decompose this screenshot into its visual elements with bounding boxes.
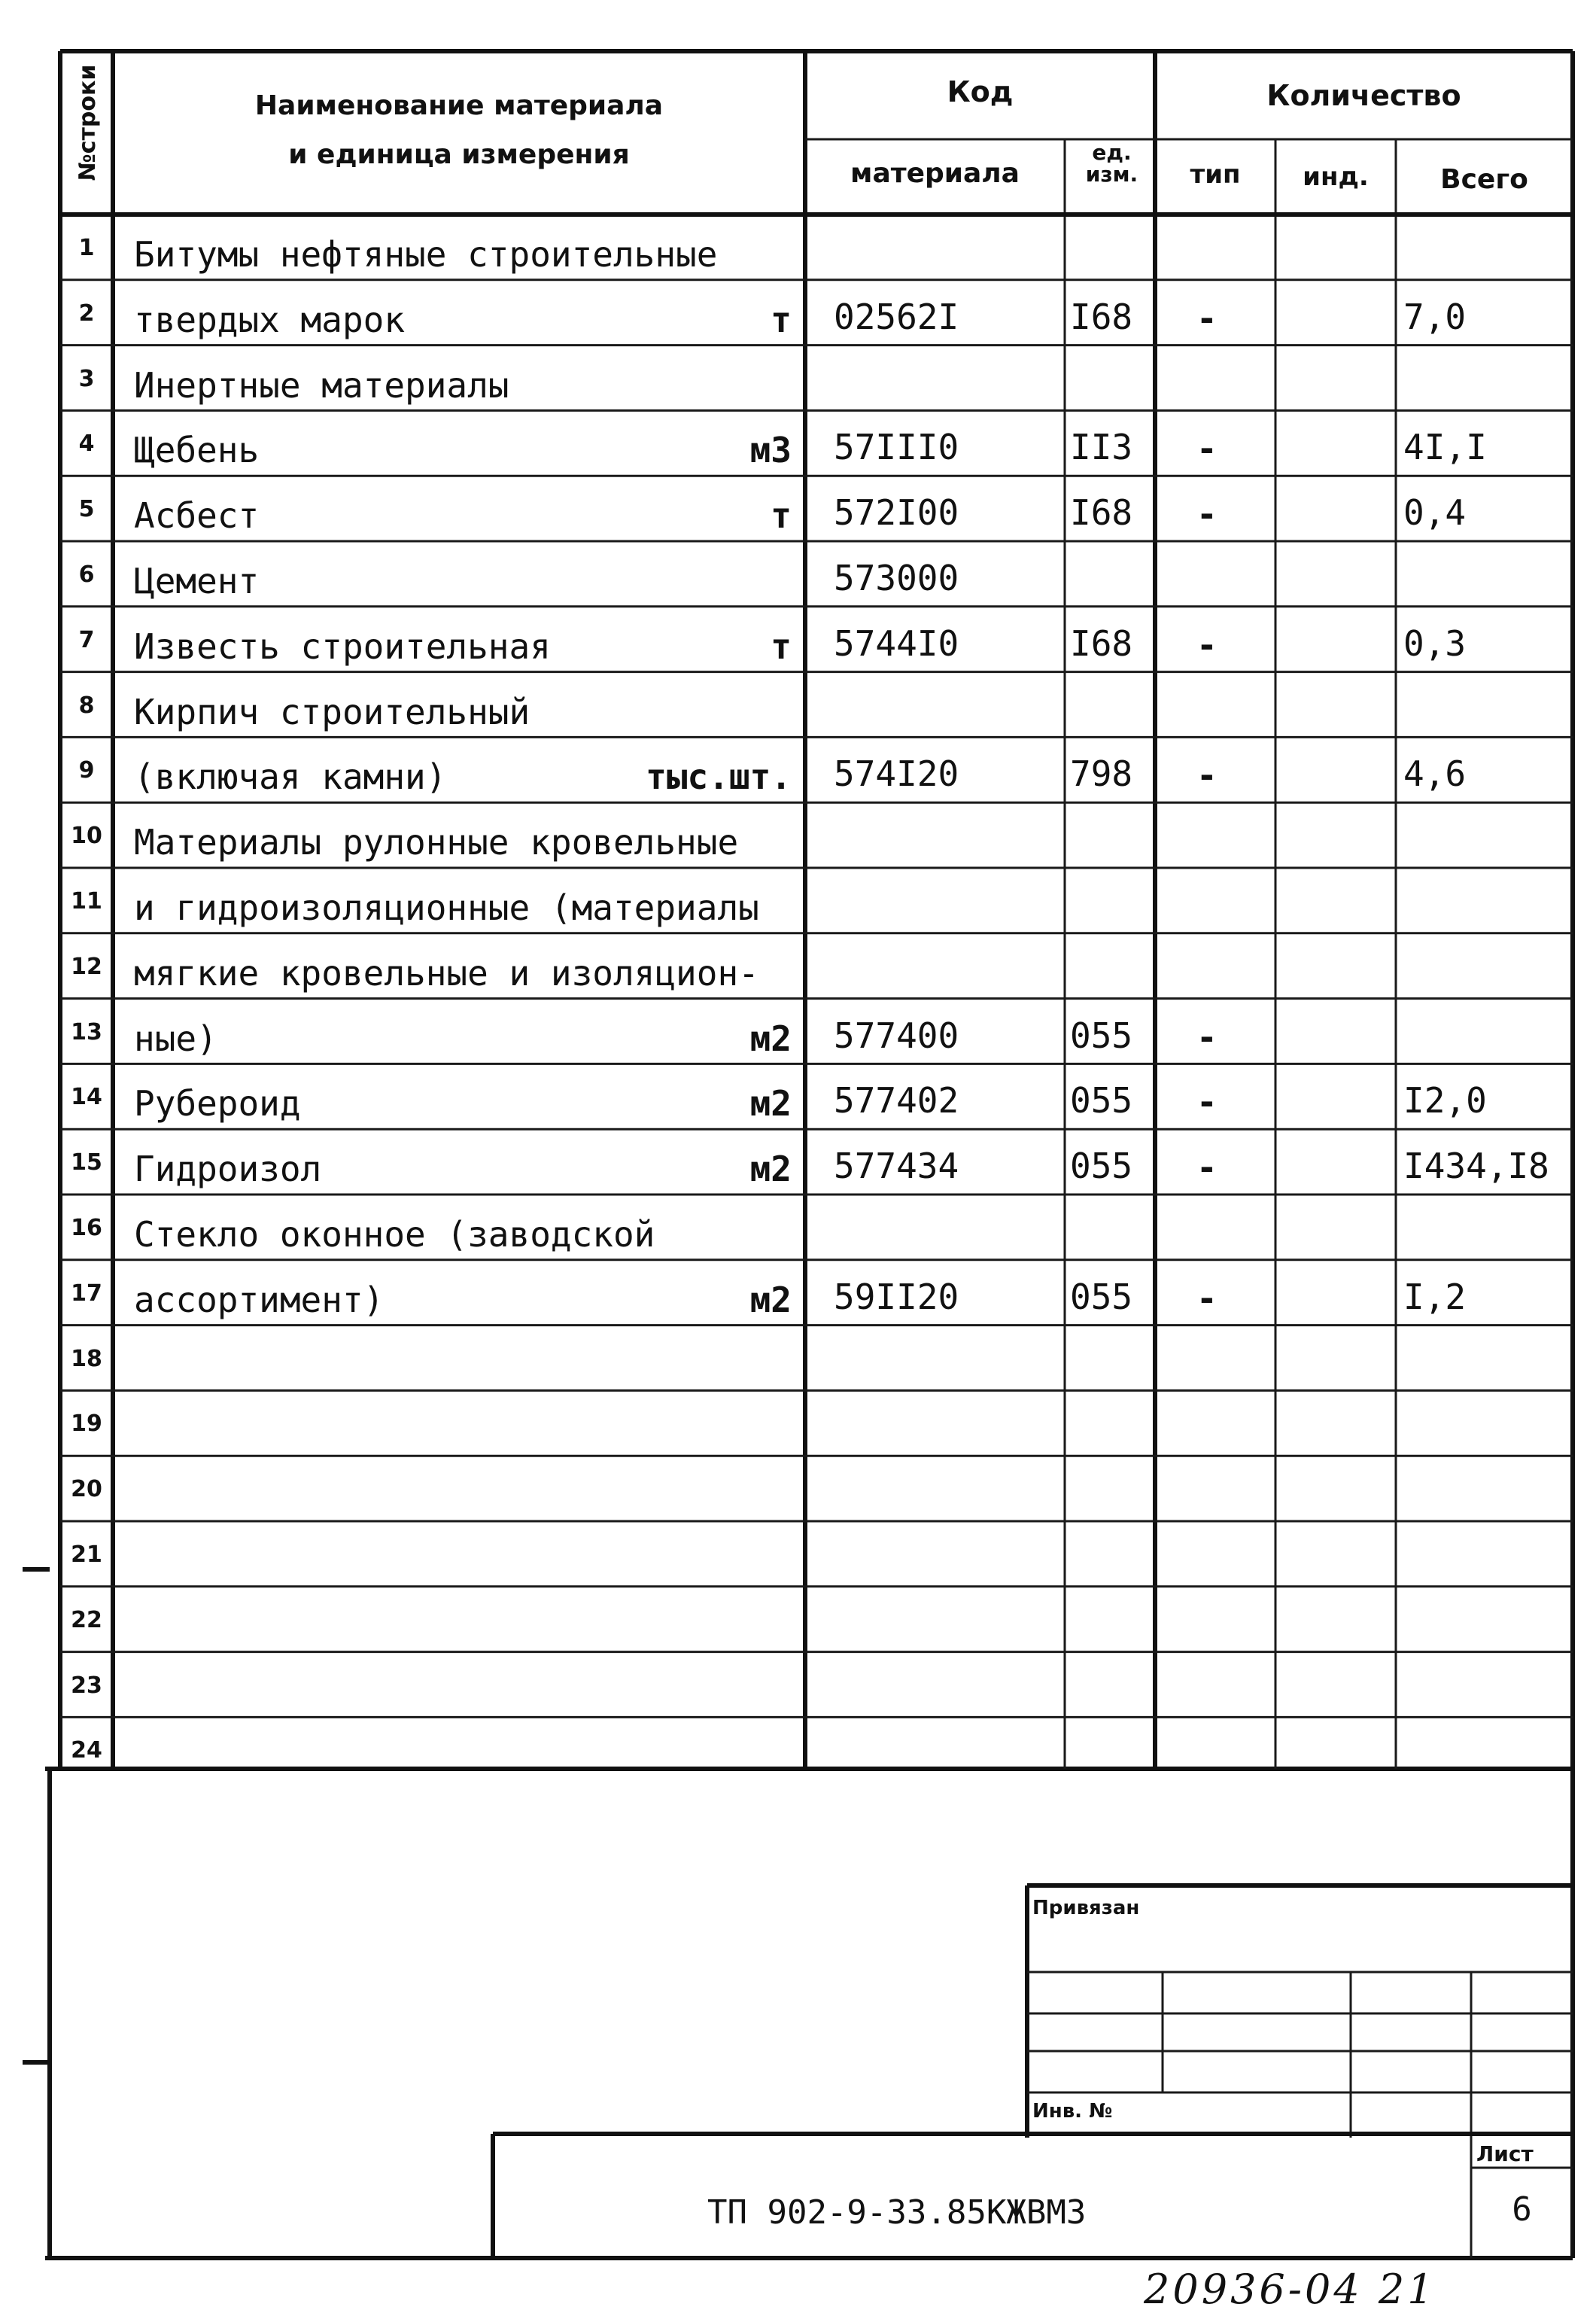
row-number-cell: 2 (78, 300, 95, 327)
header-name-line2: и единица измерения (288, 139, 630, 170)
row-number-cell: 7 (78, 626, 95, 653)
row-number-cell: 16 (71, 1215, 102, 1241)
material-name-cell: Инертные материалы (134, 364, 509, 406)
unit-code-cell: I68 (1070, 492, 1133, 534)
unit-cell: т (771, 625, 792, 667)
unit-code-cell: 055 (1070, 1015, 1133, 1056)
handwritten-archive-number: 20936-04 21 (1144, 2266, 1436, 2313)
row-number-cell: 9 (78, 757, 95, 784)
material-name-cell: Рубероид (134, 1083, 301, 1125)
row-number-cell: 1 (78, 235, 95, 261)
unit-code-cell: I68 (1070, 296, 1133, 337)
material-name-cell: Битумы нефтяные строительные (134, 234, 718, 275)
material-name-cell: Цемент (134, 561, 260, 601)
header-qty-total: Всего (1440, 164, 1528, 195)
unit-cell: т (771, 299, 792, 340)
material-code-cell: 02562I (834, 296, 959, 337)
unit-code-cell: I68 (1070, 622, 1133, 664)
header-qty-group: Количество (1266, 79, 1461, 112)
header-code-material: материала (850, 158, 1020, 189)
total-qty-cell: I,2 (1403, 1276, 1467, 1317)
header-code-group: Код (947, 75, 1014, 108)
unit-code-cell: 055 (1070, 1276, 1133, 1317)
type-qty-cell: - (1196, 1082, 1218, 1123)
material-name-cell: Стекло оконное (заводской (134, 1214, 655, 1255)
material-name-cell: ассортимент) (134, 1279, 385, 1320)
row-number-cell: 5 (78, 496, 95, 523)
total-qty-cell: 4,6 (1403, 753, 1467, 795)
row-number-cell: 21 (71, 1541, 102, 1568)
header-qty-type: тип (1190, 160, 1241, 190)
material-code-cell: 574I20 (834, 753, 959, 795)
material-code-cell: 572I00 (834, 492, 959, 534)
header-qty-ind: инд. (1303, 162, 1369, 192)
type-qty-cell: - (1196, 297, 1218, 339)
total-qty-cell: 0,3 (1403, 622, 1467, 664)
unit-code-cell: II3 (1070, 427, 1133, 468)
unit-cell: м2 (749, 1149, 792, 1190)
total-qty-cell: I434,I8 (1403, 1146, 1549, 1187)
total-qty-cell: 4I,I (1403, 427, 1487, 468)
unit-cell: м2 (749, 1279, 792, 1320)
material-code-cell: 577400 (834, 1015, 959, 1056)
header-name-line1: Наименование материала (254, 90, 664, 121)
material-name-cell: Щебень (134, 430, 260, 471)
row-number-cell: 12 (71, 953, 102, 980)
type-qty-cell: - (1196, 1147, 1218, 1188)
material-name-cell: мягкие кровельные и изоляцион- (134, 952, 759, 994)
row-number-cell: 4 (78, 431, 95, 458)
unit-cell: т (771, 495, 792, 537)
material-name-cell: Асбест (134, 495, 260, 537)
unit-code-cell: 055 (1070, 1146, 1133, 1187)
type-qty-cell: - (1196, 494, 1218, 535)
material-code-cell: 577434 (834, 1146, 959, 1187)
material-name-cell: Материалы рулонные кровельные (134, 822, 739, 863)
row-number-cell: 19 (71, 1411, 102, 1438)
material-code-cell: 5744I0 (834, 622, 959, 664)
unit-cell: м3 (749, 430, 792, 471)
type-qty-cell: - (1196, 624, 1218, 665)
type-qty-cell: - (1196, 428, 1218, 470)
row-number-cell: 13 (71, 1018, 102, 1045)
material-name-cell: Известь строительная (134, 625, 551, 667)
total-qty-cell: 0,4 (1403, 492, 1467, 534)
row-number-cell: 23 (71, 1672, 102, 1699)
unit-code-cell: 055 (1070, 1080, 1133, 1122)
row-number-cell: 6 (78, 562, 95, 588)
row-number-cell: 18 (71, 1345, 102, 1372)
type-qty-cell: - (1196, 755, 1218, 796)
type-qty-cell: - (1196, 1016, 1218, 1058)
material-code-cell: 59II20 (834, 1276, 959, 1317)
row-number-cell: 15 (71, 1149, 102, 1176)
stamp-sheet-number: 6 (1512, 2190, 1532, 2229)
stamp-bound-label: Привязан (1032, 1897, 1140, 1919)
total-qty-cell: I2,0 (1403, 1080, 1487, 1122)
header-code-unit: ед. изм. (1085, 140, 1138, 187)
header-row-number: №строки (74, 64, 101, 181)
material-name-cell: и гидроизоляционные (материалы (134, 887, 759, 928)
stamp-sheet-label: Лист (1476, 2141, 1534, 2166)
row-number-cell: 22 (71, 1606, 102, 1633)
row-number-cell: 8 (78, 692, 95, 719)
row-number-cell: 17 (71, 1280, 102, 1307)
material-name-cell: твердых марок (134, 299, 406, 340)
material-name-cell: Кирпич строительный (134, 691, 530, 732)
unit-cell: м2 (749, 1018, 792, 1059)
type-qty-cell: - (1196, 1277, 1218, 1319)
row-number-cell: 24 (71, 1737, 102, 1764)
material-code-cell: 57III0 (834, 427, 959, 468)
unit-cell: тыс.шт. (646, 756, 792, 798)
row-number-cell: 14 (71, 1084, 102, 1111)
material-code-cell: 577402 (834, 1080, 959, 1122)
material-name-cell: ные) (134, 1018, 217, 1059)
row-number-cell: 20 (71, 1476, 102, 1503)
material-code-cell: 573000 (834, 558, 959, 598)
unit-code-cell: 798 (1070, 753, 1133, 795)
stamp-document-code: ТП 902-9-33.85КЖВМ3 (707, 2193, 1087, 2232)
unit-cell: м2 (749, 1083, 792, 1125)
row-lines (60, 280, 1573, 1718)
stamp-inv-label: Инв. № (1032, 2100, 1113, 2123)
row-number-cell: 3 (78, 365, 95, 392)
total-qty-cell: 7,0 (1403, 296, 1467, 337)
material-name-cell: Гидроизол (134, 1149, 322, 1190)
row-number-cell: 11 (71, 888, 102, 915)
row-number-cell: 10 (71, 823, 102, 850)
material-name-cell: (включая камни) (134, 756, 447, 798)
